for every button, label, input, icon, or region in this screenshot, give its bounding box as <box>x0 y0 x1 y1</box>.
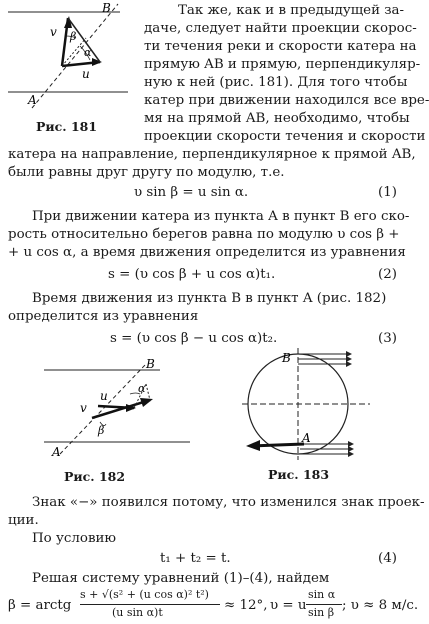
para1-line-6: катер при движении находился все вре- <box>144 93 429 108</box>
final-frac2-denominator: sin β <box>308 606 335 619</box>
figure-181-caption: Рис. 181 <box>36 119 98 134</box>
para1-line-3: ти течения реки и скорости катера на <box>144 39 417 54</box>
final-tail: ; υ ≈ 8 м/с. <box>342 598 419 613</box>
label-beta: β <box>70 30 77 43</box>
label-a: A <box>52 445 61 459</box>
para3-line-1: Время движения из пункта B в пункт A (рис. 182) <box>32 291 387 306</box>
para3-line-2: определится из уравнения <box>8 309 199 324</box>
para1-line-8: проекции скорости течения и скорости <box>144 129 426 144</box>
label-alpha: α <box>84 46 92 59</box>
final-v-eq: υ = u <box>270 598 307 613</box>
equation-1: υ sin β = u sin α. <box>134 185 249 200</box>
vector-u-arrowhead <box>92 58 102 66</box>
equation-1-number: (1) <box>378 185 397 200</box>
equation-3-number: (3) <box>378 331 397 346</box>
figure-182-drawing <box>0 350 200 462</box>
final-frac2-bar <box>306 604 342 605</box>
vector-v-arrowhead <box>140 398 153 407</box>
figure-182 <box>0 350 200 490</box>
figure-183-drawing <box>238 346 398 462</box>
para4-line-2: ции. <box>8 513 39 528</box>
para1-line-7: мя на прямой AB, необходимо, чтобы <box>144 111 410 126</box>
label-b: B <box>146 357 155 371</box>
para5-line: По условию <box>32 531 117 546</box>
final-frac2-numerator: sin α <box>308 588 336 601</box>
top-arrowhead-3 <box>346 361 352 367</box>
para6-line: Решая систему уравнений (1)–(4), найдем <box>32 571 330 586</box>
bottom-arrowhead-3 <box>348 451 354 457</box>
para4-line-1: Знак «−» появился потому, что изменился знак проек- <box>32 495 425 510</box>
para1-line-9: катера на направление, перпендикулярное к прямой AB, <box>8 147 416 162</box>
final-numerator: s + √(s² + (u cos α)² t²) <box>80 588 209 601</box>
bottom-arrowhead-1 <box>348 441 354 447</box>
para1-line-1: Так же, как и в предыдущей за- <box>178 3 405 18</box>
para1-line-5: ную к ней (рис. 181). Для того чтобы <box>144 75 408 90</box>
bottom-arrowhead-2 <box>348 446 354 452</box>
label-v: v <box>80 401 87 415</box>
label-alpha: α <box>138 382 146 395</box>
figure-181-drawing <box>0 0 130 115</box>
label-v: v <box>50 25 57 39</box>
para1-line-10: были равны друг другу по модулю, т.е. <box>8 165 285 180</box>
label-b: B <box>282 351 291 365</box>
final-lhs: β = arctg <box>8 598 72 613</box>
equation-4: t₁ + t₂ = t. <box>160 551 231 566</box>
final-fraction-bar <box>80 604 220 605</box>
equation-2: s = (υ cos β + u cos α)t₁. <box>108 267 276 282</box>
label-a: A <box>28 93 37 107</box>
boat-velocity-arrowhead <box>246 440 260 451</box>
equation-2-number: (2) <box>378 267 397 282</box>
label-u: u <box>82 67 90 81</box>
label-b: B <box>102 1 111 15</box>
para2-line-1: При движении катера из пункта A в пункт B его ско- <box>32 209 410 224</box>
para1-line-4: прямую AB и прямую, перпендикуляр- <box>144 57 421 72</box>
figure-181 <box>0 0 130 140</box>
final-approx: ≈ 12°, <box>224 598 268 613</box>
label-u: u <box>100 389 108 403</box>
top-arrowhead-2 <box>346 356 352 362</box>
label-beta: β <box>98 424 105 437</box>
final-formula <box>8 588 419 622</box>
final-denominator: (u sin α)t <box>112 606 163 619</box>
equation-4-number: (4) <box>378 551 397 566</box>
helper-line-2 <box>146 384 150 400</box>
equation-3: s = (υ cos β − u cos α)t₂. <box>110 331 278 346</box>
para1-line-2: даче, следует найти проекции скорос- <box>144 21 417 36</box>
top-arrowhead-1 <box>346 351 352 357</box>
para2-line-2: рость относительно берегов равна по модулю υ cos β + <box>8 227 400 242</box>
para2-line-3: + u cos α, а время движения определится из уравнения <box>8 245 406 260</box>
label-a: A <box>302 431 311 445</box>
figure-183-caption: Рис. 183 <box>268 467 330 482</box>
figure-182-caption: Рис. 182 <box>64 469 126 484</box>
figure-183 <box>238 346 398 490</box>
